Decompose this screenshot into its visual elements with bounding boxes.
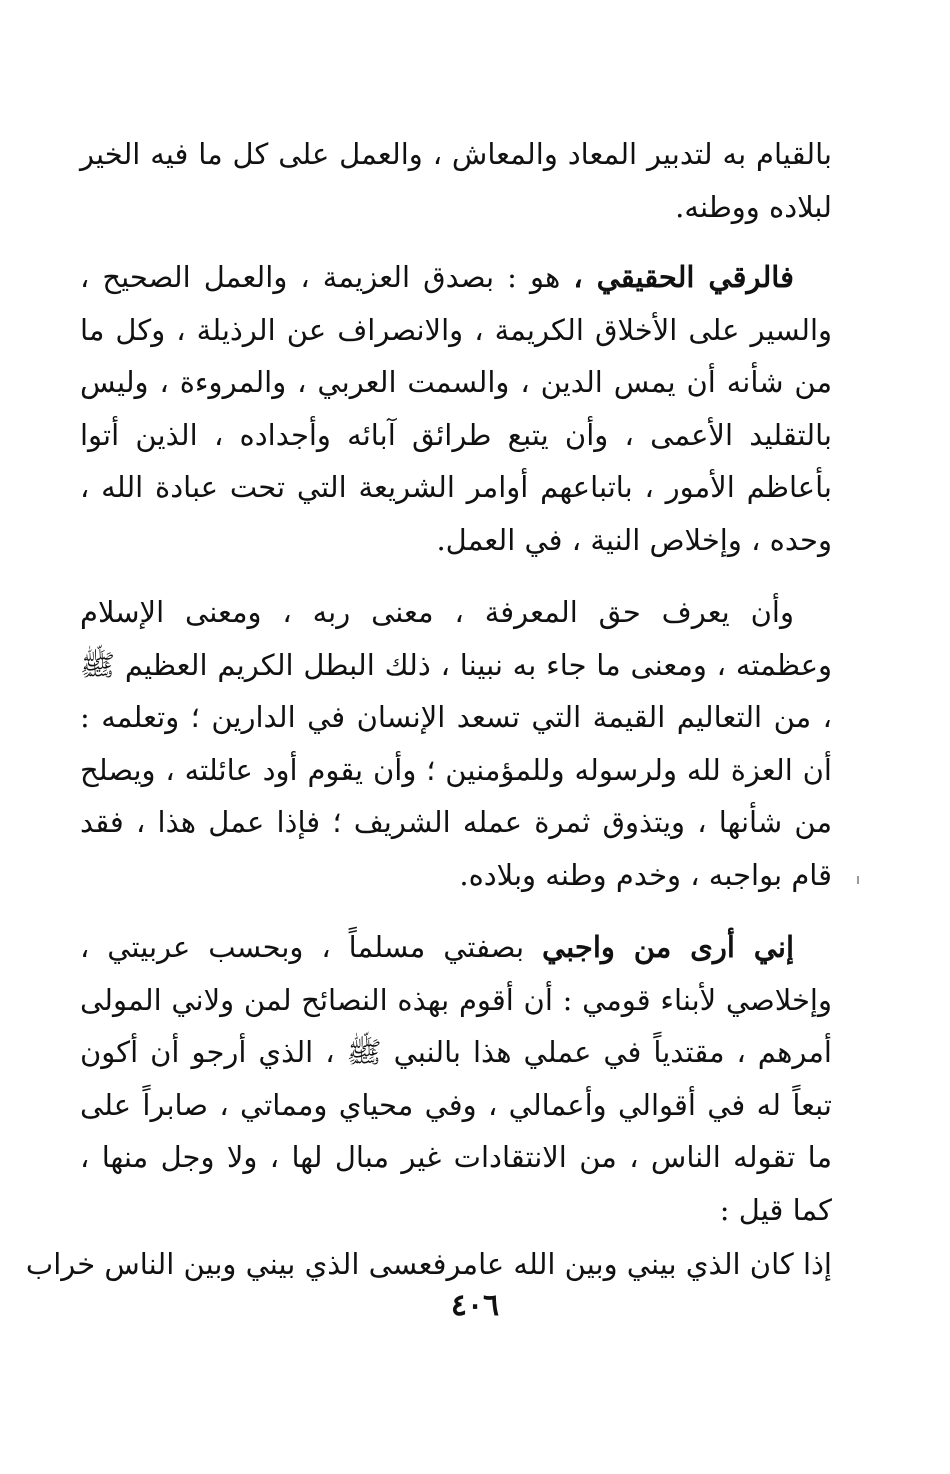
verse-second-hemistich: فعسى الذي بيني وبين الناس خراب — [25, 1247, 447, 1281]
paragraph-text: هو : بصدق العزيمة ، والعمل الصحيح ، والسير على الأخلاق الكريمة ، والانصراف عن الرذيلة ، وكل ما من شأنه أن يمس الدين ، والسمت العربي ، والمروءة ، وليس بالتقليد الأعمى ، وأن يتبع طرائق آبائه وأجداده ، الذين أتوا بأعاظم الأمور ، باتباعهم أوامر الشريعة التي تحت عبادة الله ، وحده ، وإخلاص النية ، في العمل. — [80, 260, 832, 557]
paragraph-lead: فالرقي الحقيقي ، — [573, 260, 794, 294]
paragraph-duty — [80, 921, 832, 1236]
page-number: ٤٠٦ — [450, 1288, 500, 1323]
paragraph-knowledge — [80, 586, 832, 901]
paragraph-text: وأن يعرف حق المعرفة ، معنى ربه ، ومعنى الإسلام وعظمته ، ومعنى ما جاء به نبينا ، ذلك البطل الكريم العظيم ﷺ ، من التعاليم القيمة التي تسعد الإنسان في الدارين ؛ وتعلمه : أن العزة لله ولرسوله وللمؤمنين ؛ وأن يقوم أود عائلته ، ويصلح من شأنها ، ويتذوق ثمرة عمله الشريف ؛ فإذا عمل هذا ، فقد قام بواجبه ، وخدم وطنه وبلاده. — [80, 595, 832, 892]
paragraph-true-progress — [80, 251, 832, 566]
paragraph-continuation — [80, 128, 832, 233]
paragraph-lead: إني أرى من واجبي — [541, 930, 794, 964]
poetry-verse — [25, 1238, 832, 1290]
scan-speck — [857, 876, 859, 884]
verse-first-hemistich: إذا كان الذي بيني وبين الله عامر — [446, 1247, 832, 1281]
page-body — [25, 128, 832, 1290]
paragraph-text: بصفتي مسلماً ، وبحسب عربيتي ، وإخلاصي لأبناء قومي : أن أقوم بهذه النصائح لمن ولاني المولى أمرهم ، مقتدياً في عملي هذا بالنبي ﷺ ، الذي أرجو أن أكون تبعاً له في أقوالي وأعمالي ، وفي محياي ومماتي ، صابراً على ما تقوله الناس ، من الانتقادات غير مبال لها ، ولا وجل منها ، كما قيل : — [80, 930, 832, 1227]
paragraph-text: بالقيام به لتدبير المعاد والمعاش ، والعمل على كل ما فيه الخير لبلاده ووطنه. — [80, 137, 832, 224]
